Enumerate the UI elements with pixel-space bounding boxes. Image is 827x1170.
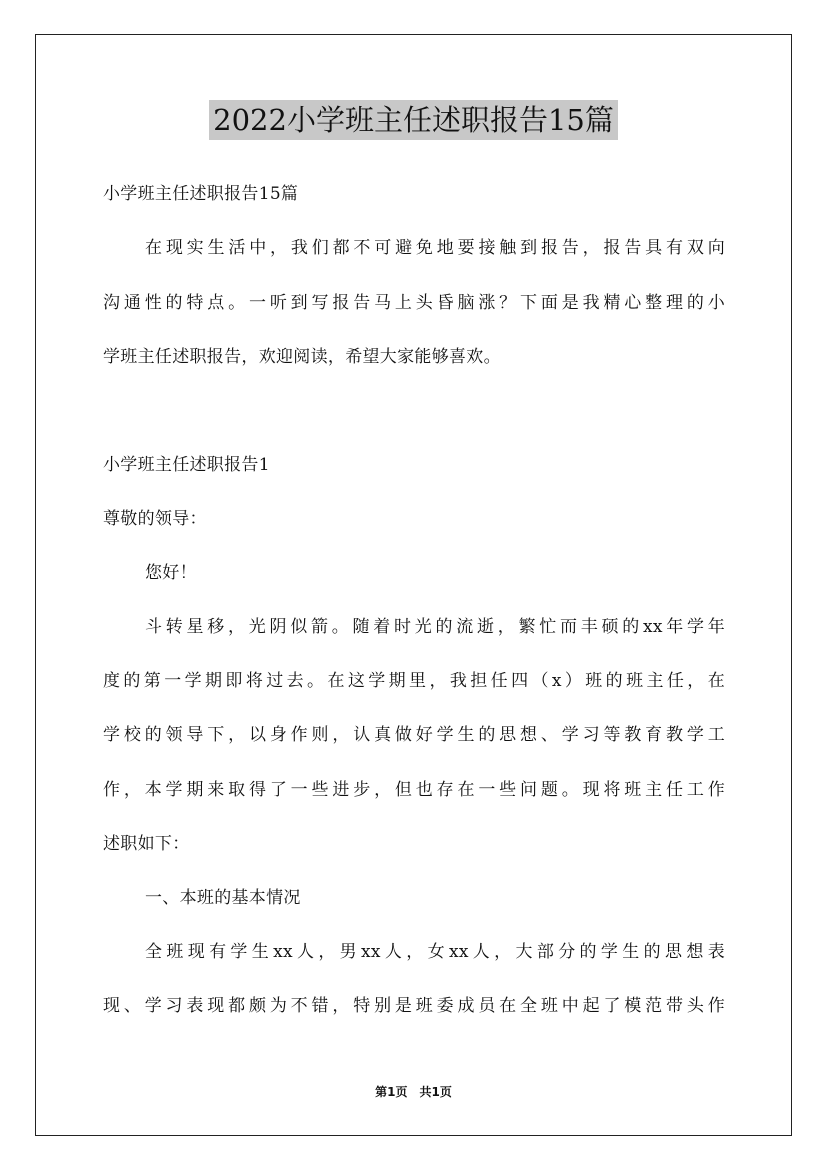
paragraph-line: 学班主任述职报告，欢迎阅读，希望大家能够喜欢。: [103, 347, 501, 367]
paragraph-line: 作，本学期来取得了一些进步，但也存在一些问题。现将班主任工作: [103, 780, 725, 800]
paragraph-line: 学校的领导下，以身作则，认真做好学生的思想、学习等教育教学工: [103, 725, 725, 745]
paragraph-line: 斗转星移，光阴似箭。随着时光的流逝，繁忙而丰硕的xx年学年: [145, 617, 725, 637]
document-title: 2022小学班主任述职报告15篇: [209, 100, 618, 140]
page-footer: 第1页 共1页: [375, 1085, 452, 1099]
paragraph-line: 现、学习表现都颇为不错，特别是班委成员在全班中起了模范带头作: [103, 996, 725, 1016]
paragraph-line: 沟通性的特点。一听到写报告马上头昏脑涨？下面是我精心整理的小: [103, 293, 725, 313]
greeting-line: 您好！: [145, 563, 197, 583]
paragraph-line: 述职如下：: [103, 834, 190, 854]
paragraph-line: 度的第一学期即将过去。在这学期里，我担任四（x）班的班主任，在: [103, 671, 725, 691]
subsection-heading: 一、本班的基本情况: [145, 888, 301, 908]
title-container: [0, 100, 827, 140]
paragraph-line: 全班现有学生xx人，男xx人，女xx人，大部分的学生的思想表: [145, 942, 725, 962]
salutation-line: 尊敬的领导：: [103, 509, 207, 529]
subtitle-line: 小学班主任述职报告15篇: [103, 184, 299, 204]
section-heading: 小学班主任述职报告1: [103, 455, 270, 475]
paragraph-line: 在现实生活中，我们都不可避免地要接触到报告，报告具有双向: [145, 238, 725, 258]
